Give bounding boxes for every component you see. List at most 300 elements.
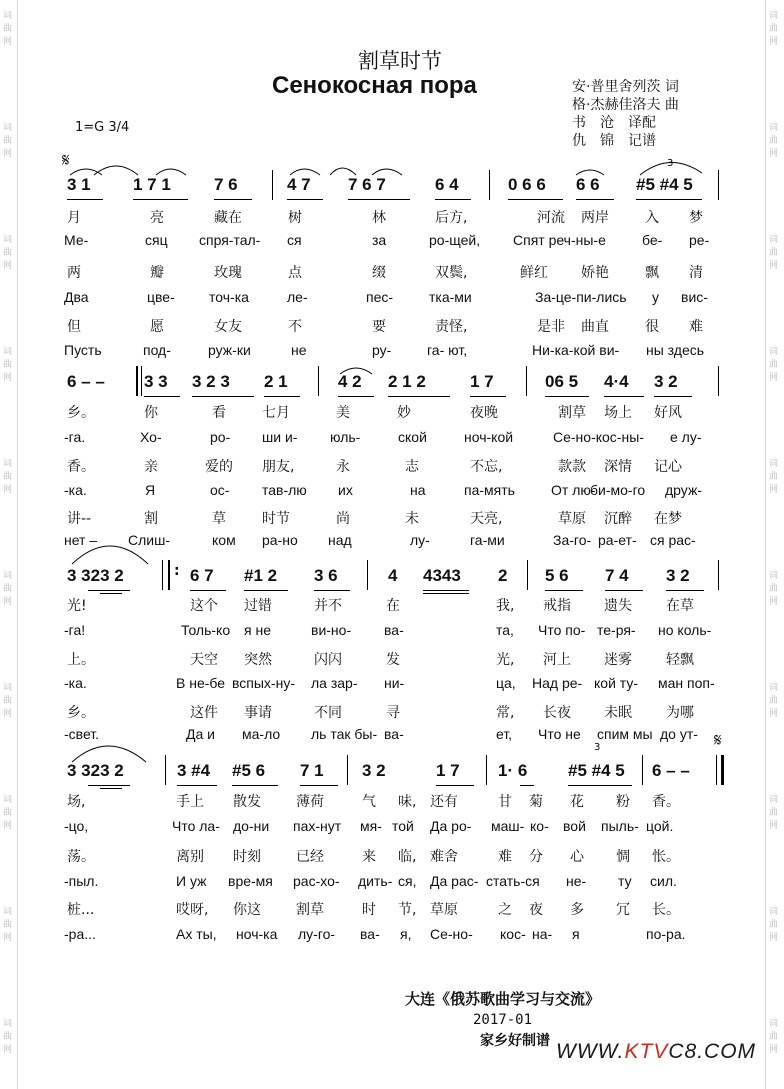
- lyric-syllable: Се-но-кос-ны-: [553, 429, 644, 445]
- lyric-syllable: дить-: [358, 873, 393, 889]
- beam: [636, 199, 702, 200]
- watermark-char: 曲: [3, 360, 13, 370]
- beam: [287, 199, 323, 200]
- lyric-syllable: 玫瑰: [214, 265, 242, 281]
- lyric-syllable: 光!: [67, 598, 87, 614]
- lyric-syllable: 割草: [558, 405, 586, 421]
- lyric-syllable: бе-: [642, 232, 663, 248]
- lyric-syllable: 为哪: [666, 705, 694, 721]
- lyric-syllable: ос-: [210, 482, 230, 498]
- lyric-syllable: их: [338, 482, 353, 498]
- watermark-char: 词: [769, 235, 779, 245]
- lyric-syllable: лу-: [410, 532, 430, 548]
- lyric-syllable: 但: [67, 319, 81, 335]
- lyric-syllable: 迷雾: [604, 652, 632, 668]
- beam: [314, 590, 350, 591]
- lyric-syllable: 难: [498, 849, 512, 865]
- lyric-syllable: 散发: [233, 794, 261, 810]
- beam: [604, 396, 644, 397]
- note-group: 3 2: [666, 566, 690, 585]
- slurs-row-2: [0, 354, 784, 379]
- lyric-syllable: 在: [386, 598, 400, 614]
- beam: [470, 396, 506, 397]
- lyric-syllable: 分: [529, 849, 543, 865]
- footer-date: 2017-01: [473, 1012, 533, 1028]
- lyric-syllable: 讲--: [67, 511, 92, 527]
- lyric-syllable: 好风: [654, 405, 682, 421]
- lyric-syllable: 天空: [190, 652, 218, 668]
- footer-engraver: 家乡好制谱: [480, 1033, 550, 1049]
- lyric-syllable: спим мы: [597, 726, 653, 742]
- note-group: 1· 6: [498, 761, 528, 780]
- beam: [568, 785, 632, 786]
- lyric-syllable: 乡。: [67, 405, 95, 421]
- lyric-syllable: юль-: [330, 429, 361, 445]
- lyric-syllable: Спят реч-ны-е: [513, 232, 606, 248]
- lyric-syllable: 过错: [244, 598, 272, 614]
- lyric-syllable: -га!: [64, 622, 86, 638]
- lyric-syllable: 未: [405, 511, 419, 527]
- lyric-syllable: Ни-ка-кой ви-: [532, 342, 620, 358]
- watermark-char: 词: [3, 907, 13, 917]
- watermark-char: 网: [3, 1045, 13, 1055]
- lyric-syllable: 梦: [689, 210, 703, 226]
- lyric-syllable: 草原: [430, 902, 458, 918]
- lyric-syllable: 光,: [496, 652, 515, 668]
- watermark-char: 词: [769, 347, 779, 357]
- lyric-syllable: 你这: [233, 902, 261, 918]
- lyric-syllable: 节,: [398, 902, 417, 918]
- lyric-syllable: руж-ки: [208, 342, 251, 358]
- lyric-syllable: я,: [400, 926, 412, 942]
- watermark-char: 词: [769, 11, 779, 21]
- watermark-char: 曲: [769, 136, 779, 146]
- note-group: #5 #4 5: [636, 175, 693, 194]
- lyric-syllable: 飘: [645, 265, 659, 281]
- watermark-char: 词: [769, 795, 779, 805]
- watermark-char: 网: [769, 933, 779, 943]
- lyric-syllable: 突然: [244, 652, 272, 668]
- lyric-syllable: 来: [362, 849, 376, 865]
- note-group: 0 6 6: [508, 175, 546, 194]
- lyric-syllable: ви-но-: [311, 622, 352, 638]
- lyric-syllable: 爱的: [205, 459, 233, 475]
- lyric-syllable: под-: [143, 342, 171, 358]
- lyric-syllable: 闪闪: [314, 652, 342, 668]
- repeat-dots: :: [174, 563, 180, 579]
- lyric-syllable: 在草: [666, 598, 694, 614]
- lyric-syllable: вой: [563, 818, 586, 834]
- lyric-syllable: пес-: [366, 289, 394, 305]
- lyric-syllable: Два: [64, 289, 89, 305]
- note-group: 6 7: [190, 566, 214, 585]
- watermark-char: 网: [3, 261, 13, 271]
- beam: [576, 199, 614, 200]
- lyric-syllable: га- ют,: [427, 342, 468, 358]
- watermark-char: 网: [3, 709, 13, 719]
- lyric-syllable: 在梦: [654, 511, 682, 527]
- beam: [88, 785, 130, 786]
- lyric-syllable: 深情: [604, 459, 632, 475]
- note-group: 6 – –: [652, 761, 690, 780]
- lyric-syllable: 妙: [397, 405, 411, 421]
- slurs-row-3: [0, 520, 784, 570]
- lyric-syllable: Что ла-: [172, 818, 220, 834]
- lyric-syllable: 河上: [543, 652, 571, 668]
- lyric-syllable: 要: [372, 319, 386, 335]
- lyric-syllable: 月: [67, 210, 81, 226]
- beam: [436, 785, 474, 786]
- beam: [300, 785, 338, 786]
- lyric-syllable: 常,: [496, 705, 515, 721]
- lyric-syllable: лу-го-: [298, 926, 336, 942]
- lyric-syllable: вис-: [681, 289, 708, 305]
- watermark-char: 网: [769, 821, 779, 831]
- lyric-syllable: От лю-: [551, 482, 596, 498]
- watermark-char: 网: [769, 149, 779, 159]
- lyric-syllable: 长。: [652, 902, 680, 918]
- note-group: 4 2: [338, 372, 362, 391]
- lyric-syllable: 荡。: [67, 849, 95, 865]
- lyric-syllable: 河流: [537, 210, 565, 226]
- lyric-syllable: 林: [372, 210, 386, 226]
- lyric-syllable: спря-тал-: [199, 232, 261, 248]
- lyric-syllable: 朋友,: [262, 459, 295, 475]
- watermark-char: 网: [769, 1045, 779, 1055]
- watermark-char: 曲: [769, 24, 779, 34]
- lyric-syllable: 永: [336, 459, 350, 475]
- beam: [264, 396, 300, 397]
- note-group: 3 323 2: [67, 761, 124, 780]
- lyric-syllable: Ме-: [64, 232, 89, 248]
- watermark-char: 词: [3, 347, 13, 357]
- lyric-syllable: по-ра.: [646, 926, 686, 942]
- note-group: 2: [498, 566, 508, 585]
- beam: [192, 396, 254, 397]
- lyric-syllable: сил.: [650, 873, 677, 889]
- beam: [545, 396, 589, 397]
- lyric-syllable: ко-: [530, 818, 549, 834]
- note-group: 3 2 3: [192, 372, 230, 391]
- site-logo[interactable]: WWW.KTVC8.COM: [556, 1040, 757, 1063]
- watermark-char: 曲: [3, 136, 13, 146]
- lyric-syllable: друж-: [665, 482, 702, 498]
- beam: [654, 396, 692, 397]
- lyric-syllable: Пусть: [64, 342, 102, 358]
- note-group: 7 6: [214, 175, 238, 194]
- lyric-syllable: 上。: [67, 652, 95, 668]
- lyric-syllable: ра-но: [262, 532, 298, 548]
- lyric-syllable: стать-ся: [486, 873, 540, 889]
- lyric-syllable: Да ро-: [430, 818, 472, 834]
- note-group: 5 6: [545, 566, 569, 585]
- note-group: #5 #4 5: [568, 761, 625, 780]
- lyric-syllable: ся рас-: [650, 532, 696, 548]
- lyric-syllable: ма-ло: [242, 726, 281, 742]
- lyric-syllable: 很: [645, 319, 659, 335]
- watermark-char: 网: [769, 373, 779, 383]
- lyric-syllable: я: [572, 926, 580, 942]
- watermark-char: 曲: [769, 584, 779, 594]
- lyric-syllable: маш-: [491, 818, 525, 834]
- lyric-syllable: 场,: [67, 794, 86, 810]
- beam: [435, 199, 471, 200]
- lyric-syllable: до-ни: [233, 818, 270, 834]
- lyric-syllable: 亲: [144, 459, 158, 475]
- credit-composer: 格·杰赫佳洛夫 曲: [572, 97, 679, 113]
- lyric-syllable: 惆: [616, 849, 630, 865]
- lyric-syllable: ла зар-: [311, 675, 358, 691]
- lyric-syllable: -цо,: [64, 818, 89, 834]
- watermark-char: 词: [769, 459, 779, 469]
- lyric-syllable: -ка.: [64, 482, 87, 498]
- lyric-syllable: ре-: [689, 232, 710, 248]
- lyric-syllable: ва-: [384, 726, 404, 742]
- lyric-syllable: 尚: [336, 511, 350, 527]
- lyric-syllable: ро-щей,: [429, 232, 481, 248]
- slurs-row-1: [0, 155, 784, 180]
- lyric-syllable: 愿: [150, 319, 164, 335]
- note-group: 2 1 2: [388, 372, 426, 391]
- watermark-char: 曲: [769, 808, 779, 818]
- watermark-char: 曲: [769, 696, 779, 706]
- note-group: 1 7 1: [133, 175, 171, 194]
- watermark-char: 词: [3, 1019, 13, 1029]
- beam: [520, 785, 534, 786]
- lyric-syllable: Что не: [538, 726, 581, 742]
- beam: [214, 199, 252, 200]
- lyric-syllable: е лу-: [670, 429, 702, 445]
- lyric-syllable: 哎呀,: [176, 902, 209, 918]
- lyric-syllable: 志: [405, 459, 419, 475]
- lyric-syllable: 怅。: [652, 849, 680, 865]
- lyric-syllable: та,: [496, 622, 514, 638]
- watermark-char: 词: [3, 795, 13, 805]
- note-group: 06 5: [545, 372, 579, 391]
- lyric-syllable: -ка.: [64, 675, 87, 691]
- note-group: 6 4: [435, 175, 459, 194]
- beam: [666, 590, 704, 591]
- lyric-syllable: но коль-: [658, 622, 712, 638]
- lyric-syllable: ноч-ка: [236, 926, 278, 942]
- watermark-char: 网: [769, 37, 779, 47]
- lyric-syllable: би-мо-го: [590, 482, 646, 498]
- watermark-char: 曲: [3, 584, 13, 594]
- beam: [423, 593, 469, 594]
- lyric-syllable: 未眠: [604, 705, 632, 721]
- lyric-syllable: 粉: [616, 794, 630, 810]
- lyric-syllable: ва-: [360, 926, 380, 942]
- lyric-syllable: 亮: [150, 210, 164, 226]
- lyric-syllable: пыль-: [601, 818, 639, 834]
- lyric-syllable: до ут-: [660, 726, 698, 742]
- title-chinese: 割草时节: [358, 49, 442, 73]
- lyric-syllable: те-ря-: [597, 622, 636, 638]
- watermark-char: 曲: [3, 920, 13, 930]
- note-group: 4 7: [287, 175, 311, 194]
- note-group: 7 6 7: [348, 175, 386, 194]
- lyric-syllable: 香。: [67, 459, 95, 475]
- lyric-syllable: 割草: [296, 902, 324, 918]
- lyric-syllable: 责怪,: [435, 319, 468, 335]
- svg-text:3: 3: [667, 158, 674, 169]
- lyric-syllable: За-го-: [553, 532, 592, 548]
- lyric-syllable: 夜: [529, 902, 543, 918]
- lyric-syllable: 双鬓,: [435, 265, 468, 281]
- lyric-syllable: не-: [566, 873, 587, 889]
- beam: [177, 785, 217, 786]
- lyric-syllable: ши и-: [262, 429, 298, 445]
- lyric-syllable: 树: [288, 210, 302, 226]
- lyric-syllable: цой.: [646, 818, 674, 834]
- footer-source: 大连《俄苏歌曲学习与交流》: [405, 990, 601, 1008]
- lyric-syllable: Ах ты,: [176, 926, 217, 942]
- lyric-syllable: га-ми: [470, 532, 505, 548]
- watermark-char: 网: [3, 373, 13, 383]
- lyric-syllable: -свет.: [64, 726, 100, 742]
- note-group: 4·4: [604, 372, 629, 391]
- lyric-syllable: 不忘,: [470, 459, 503, 475]
- lyric-syllable: 点: [288, 265, 302, 281]
- lyric-syllable: за: [372, 232, 387, 248]
- lyric-syllable: 藏在: [214, 210, 242, 226]
- lyric-syllable: 记心: [654, 459, 682, 475]
- watermark-char: 曲: [3, 472, 13, 482]
- lyric-syllable: 菊: [529, 794, 543, 810]
- watermark-char: 词: [3, 123, 13, 133]
- lyric-syllable: 天亮,: [470, 511, 503, 527]
- lyric-syllable: ва-: [384, 622, 404, 638]
- segno-sign: 𝄋: [62, 150, 70, 171]
- beam: [388, 396, 450, 397]
- lyric-syllable: 难: [689, 319, 703, 335]
- lyric-syllable: 手上: [176, 794, 204, 810]
- watermark-char: 词: [3, 235, 13, 245]
- lyric-syllable: За-це-пи-лись: [535, 289, 627, 305]
- watermark-char: 曲: [3, 696, 13, 706]
- lyric-syllable: 清: [689, 265, 703, 281]
- note-group: 3 6: [314, 566, 338, 585]
- note-group: 3 323 2: [67, 566, 124, 585]
- svg-text:3: 3: [594, 742, 601, 753]
- note-group: 1 7: [436, 761, 460, 780]
- watermark-char: 曲: [769, 472, 779, 482]
- lyric-syllable: 鲜红: [520, 265, 548, 281]
- watermark-char: 词: [769, 907, 779, 917]
- lyric-syllable: 时: [362, 902, 376, 918]
- lyric-syllable: 我,: [496, 598, 515, 614]
- lyric-syllable: 冗: [616, 902, 630, 918]
- watermark-char: 词: [3, 571, 13, 581]
- slurs-row-4: [0, 730, 784, 770]
- lyric-syllable: 看: [212, 405, 226, 421]
- lyric-syllable: 后方,: [435, 210, 468, 226]
- lyric-syllable: 遗失: [604, 598, 632, 614]
- lyric-syllable: 时刻: [233, 849, 261, 865]
- lyric-syllable: сяц: [145, 232, 168, 248]
- lyric-syllable: 女友: [214, 319, 242, 335]
- lyric-syllable: 沉醉: [604, 511, 632, 527]
- lyric-syllable: 草原: [558, 511, 586, 527]
- watermark-char: 网: [769, 485, 779, 495]
- lyric-syllable: вре-мя: [228, 873, 273, 889]
- lyric-syllable: 之: [498, 902, 512, 918]
- lyric-syllable: ру-: [372, 342, 392, 358]
- watermark-char: 词: [769, 123, 779, 133]
- note-group: #1 2: [244, 566, 278, 585]
- lyric-syllable: Толь-ко: [181, 622, 231, 638]
- lyric-syllable: ся: [287, 232, 302, 248]
- lyric-syllable: 场上: [604, 405, 632, 421]
- lyric-syllable: 时节: [262, 511, 290, 527]
- lyric-syllable: 乡。: [67, 705, 95, 721]
- lyric-syllable: 甘: [498, 794, 512, 810]
- beam: [338, 396, 374, 397]
- lyric-syllable: Что по-: [538, 622, 586, 638]
- lyric-syllable: 味,: [398, 794, 417, 810]
- lyric-syllable: 入: [645, 210, 659, 226]
- lyric-syllable: 长夜: [543, 705, 571, 721]
- note-group: 4: [388, 566, 398, 585]
- watermark-char: 词: [769, 1019, 779, 1029]
- lyric-syllable: на: [410, 482, 426, 498]
- lyric-syllable: ле-: [287, 289, 308, 305]
- watermark-char: 词: [3, 459, 13, 469]
- lyric-syllable: -га.: [64, 429, 86, 445]
- credit-translator: 书 沧 译配: [572, 115, 656, 131]
- lyric-syllable: В не-бе: [176, 675, 226, 691]
- lyric-syllable: 两岸: [581, 210, 609, 226]
- lyric-syllable: ет,: [496, 726, 513, 742]
- lyric-syllable: -ра...: [64, 926, 96, 942]
- watermark-char: 词: [3, 11, 13, 21]
- lyric-syllable: 七月: [262, 405, 290, 421]
- beam: [244, 590, 288, 591]
- watermark-char: 曲: [769, 248, 779, 258]
- lyric-syllable: кос-: [500, 926, 526, 942]
- lyric-syllable: Се-но-: [430, 926, 473, 942]
- lyric-syllable: И уж: [176, 873, 207, 889]
- beam: [133, 199, 188, 200]
- note-group: 6 – –: [67, 372, 105, 391]
- lyric-syllable: Я: [145, 482, 156, 498]
- note-group: 2 1: [264, 372, 288, 391]
- lyric-syllable: 轻飘: [666, 652, 694, 668]
- lyric-syllable: на-: [532, 926, 553, 942]
- lyric-syllable: 事请: [244, 705, 272, 721]
- note-group: 3 2: [362, 761, 386, 780]
- lyric-syllable: -пыл.: [64, 873, 99, 889]
- lyric-syllable: вспых-ну-: [232, 675, 295, 691]
- lyric-syllable: 娇艳: [581, 265, 609, 281]
- lyric-syllable: 并不: [314, 598, 342, 614]
- lyric-syllable: ни-: [384, 675, 405, 691]
- lyric-syllable: ца,: [496, 675, 516, 691]
- lyric-syllable: 临,: [398, 849, 417, 865]
- lyric-syllable: рас-хо-: [293, 873, 340, 889]
- note-group: #5 6: [232, 761, 266, 780]
- note-group: 4343: [423, 566, 461, 585]
- beam: [508, 199, 563, 200]
- watermark-char: 网: [769, 261, 779, 271]
- lyric-syllable: Слиш-: [128, 532, 170, 548]
- beam: [348, 199, 410, 200]
- lyric-syllable: 气: [362, 794, 376, 810]
- lyric-syllable: Да рас-: [430, 873, 479, 889]
- beam: [605, 590, 643, 591]
- lyric-syllable: 是非: [537, 319, 565, 335]
- lyric-syllable: 美: [336, 405, 350, 421]
